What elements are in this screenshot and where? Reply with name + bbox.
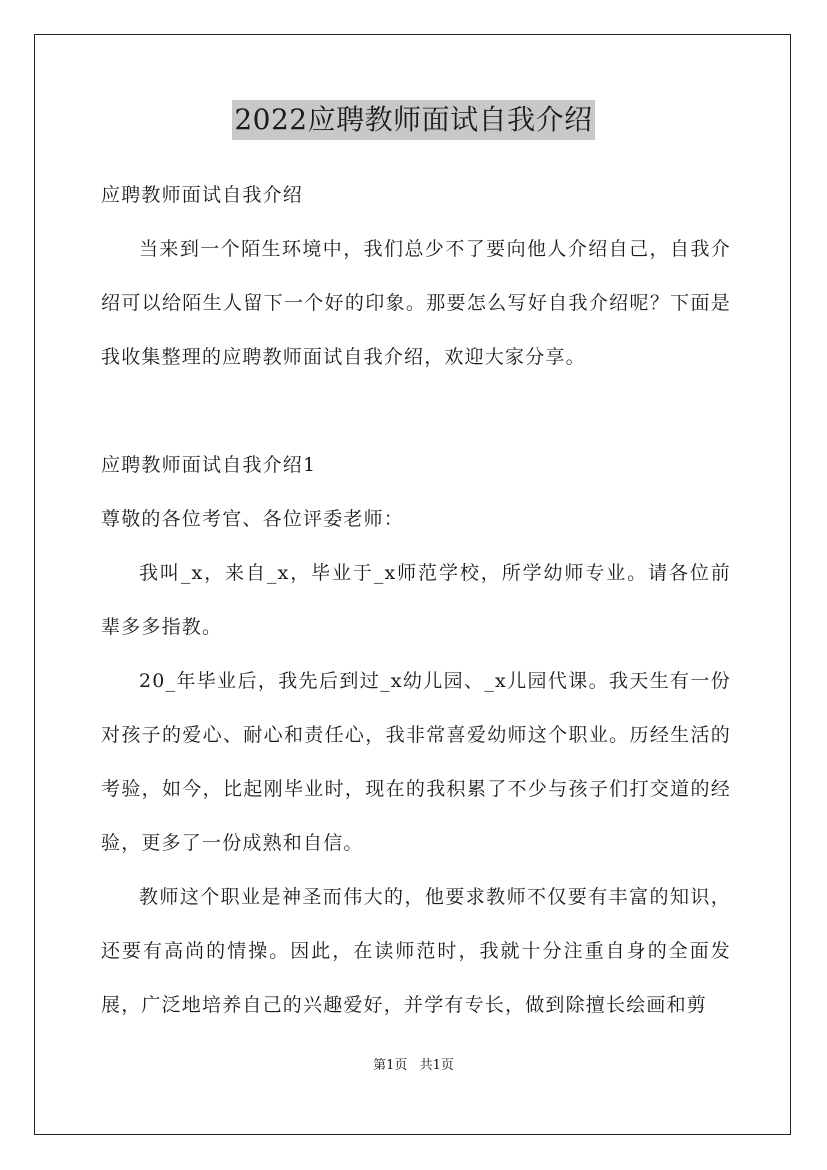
document-body (101, 168, 731, 1032)
intro-paragraph: 当来到一个陌生环境中，我们总少不了要向他人介绍自己，自我介绍可以给陌生人留下一个好的印象。那要怎么写好自我介绍呢？下面是我收集整理的应聘教师面试自我介绍，欢迎大家分享。 (101, 238, 731, 368)
blank-line (101, 384, 731, 438)
salutation: 尊敬的各位考官、各位评委老师： (101, 508, 405, 530)
section-heading: 应聘教师面试自我介绍 (101, 184, 304, 206)
subsection-heading: 应聘教师面试自我介绍1 (101, 454, 317, 476)
document-title: 2022应聘教师面试自我介绍 (232, 100, 594, 140)
body-paragraph: 20_年毕业后，我先后到过_x幼儿园、_x儿园代课。我天生有一份对孩子的爱心、耐心和责任心，我非常喜爱幼师这个职业。历经生活的考验，如今，比起刚毕业时，现在的我积累了不少与孩子们打交道的经验，更多了一份成熟和自信。 (101, 670, 731, 854)
title-container (0, 100, 827, 140)
page-number: 第1页 (373, 1058, 408, 1073)
body-paragraph: 我叫_x，来自_x，毕业于_x师范学校，所学幼师专业。请各位前辈多多指教。 (101, 562, 731, 638)
body-paragraph: 教师这个职业是神圣而伟大的，他要求教师不仅要有丰富的知识，还要有高尚的情操。因此，在读师范时，我就十分注重自身的全面发展，广泛地培养自己的兴趣爱好，并学有专长，做到除擅长绘画和剪 (101, 886, 731, 1016)
page-total: 共1页 (419, 1058, 454, 1073)
page-footer (0, 1054, 827, 1073)
